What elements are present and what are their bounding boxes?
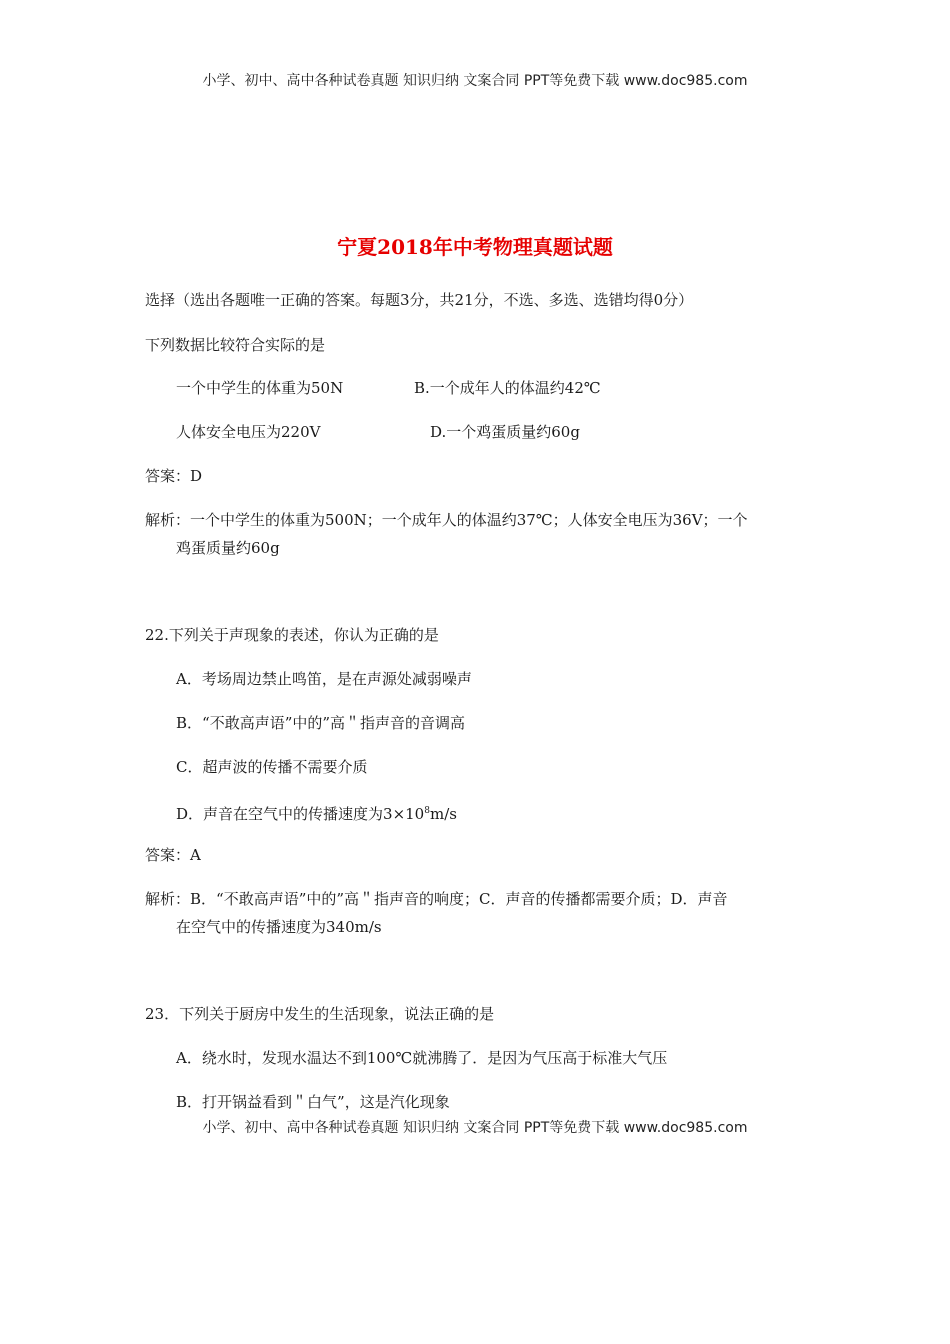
q22-stem: 22.下列关于声现象的表述，你认为正确的是 bbox=[145, 626, 439, 644]
q23-stem: 23．下列关于厨房中发生的生活现象，说法正确的是 bbox=[145, 1005, 495, 1023]
q21-option-d: D.一个鸡蛋质量约60g bbox=[430, 423, 580, 441]
q21-analysis-line-2: 鸡蛋质量约60g bbox=[176, 539, 280, 557]
q21-option-a: 一个中学生的体重为50N bbox=[176, 379, 344, 397]
q22-option-b: B．“不敢高声语”中的”高＂指声音的音调高 bbox=[176, 714, 466, 732]
page-footer-banner: 小学、初中、高中各种试卷真题 知识归纳 文案合同 PPT等免费下载 www.doc985.com bbox=[202, 1120, 748, 1136]
section-instructions: 选择（选出各题唯一正确的答案。每题3分，共21分，不选、多选、选错均得0分） bbox=[145, 291, 694, 309]
q22-option-d-unit: m/s bbox=[429, 805, 457, 823]
page-header-banner: 小学、初中、高中各种试卷真题 知识归纳 文案合同 PPT等免费下载 www.doc985.com bbox=[202, 73, 748, 89]
q22-option-a: A．考场周边禁止鸣笛，是在声源处减弱噪声 bbox=[176, 670, 472, 688]
q22-analysis-line-2: 在空气中的传播速度为340m/s bbox=[176, 918, 382, 936]
q21-answer: 答案：D bbox=[145, 467, 203, 485]
q23-option-a: A．绕水时，发现水温达不到100℃就沸腾了．是因为气压高于标准大气压 bbox=[176, 1049, 668, 1067]
q22-option-c: C．超声波的传播不需要介质 bbox=[176, 758, 368, 776]
q22-option-d-exponent: 8 bbox=[424, 806, 430, 816]
q22-option-d bbox=[176, 801, 457, 824]
q21-analysis-line-1: 解析：一个中学生的体重为500N；一个成年人的体温约37℃；人体安全电压为36V；一个 bbox=[145, 511, 748, 529]
q22-option-d-text: D．声音在空气中的传播速度为3×10 bbox=[176, 805, 425, 823]
q21-option-b: B.一个成年人的体温约42℃ bbox=[414, 379, 601, 397]
q23-option-b: B．打开锅益看到＂白气”，这是汽化现象 bbox=[176, 1093, 450, 1111]
q22-answer: 答案：A bbox=[145, 846, 201, 864]
q21-stem: 下列数据比较符合实际的是 bbox=[145, 336, 326, 354]
q22-analysis-line-1: 解析：B．“不敢高声语”中的”高＂指声音的响度；C．声音的传播都需要介质；D．声音 bbox=[145, 890, 728, 908]
q21-option-c: 人体安全电压为220V bbox=[176, 423, 321, 441]
document-title: 宁夏2018年中考物理真题试题 bbox=[337, 235, 613, 259]
